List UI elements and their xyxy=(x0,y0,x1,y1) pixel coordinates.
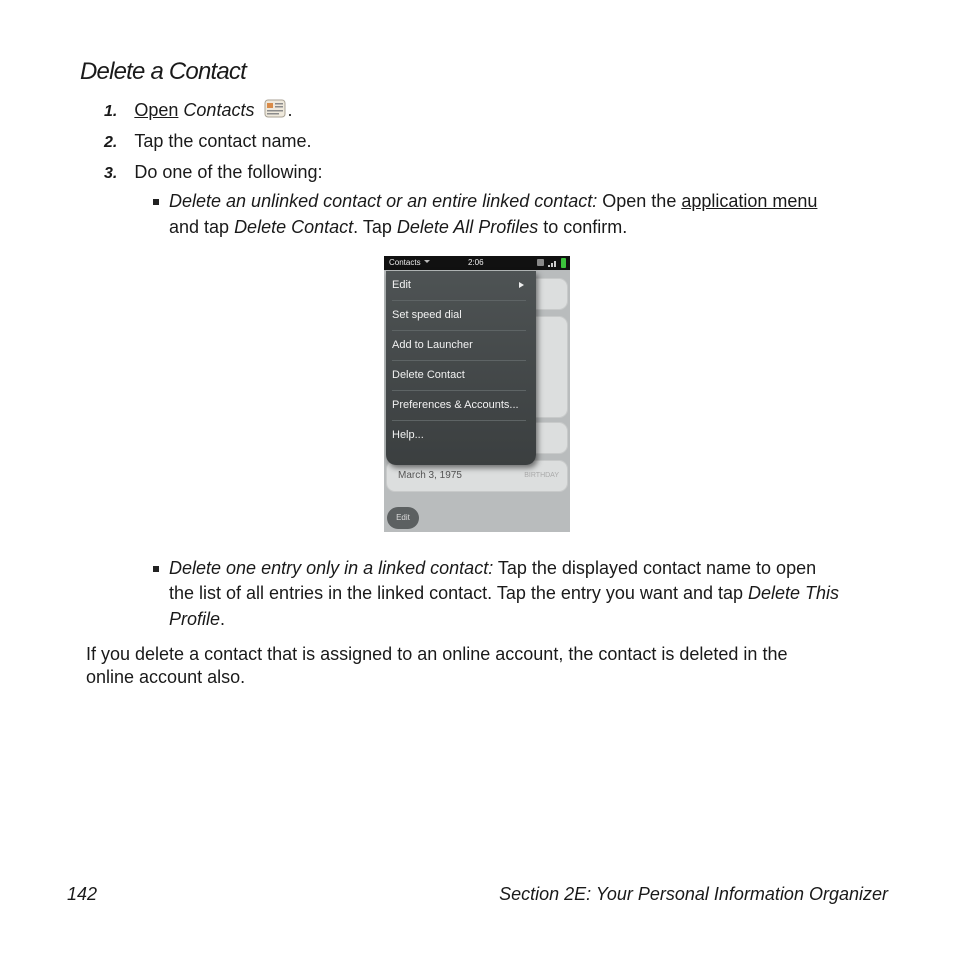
contacts-app-name: Contacts xyxy=(183,100,255,120)
bullet-1-text: . Tap xyxy=(353,217,397,237)
bullet-1-text: to confirm. xyxy=(538,217,628,237)
bullet-2-lead: Delete one entry only in a linked contact: xyxy=(169,558,494,578)
status-app-name: Contacts xyxy=(389,258,421,267)
menu-item-set-speed-dial[interactable] xyxy=(392,301,526,331)
status-time: 2:06 xyxy=(468,258,484,267)
step-1 xyxy=(104,99,293,123)
page-number: 142 xyxy=(67,884,98,904)
birthday-label: BIRTHDAY xyxy=(524,472,559,479)
bullet-1-line-2 xyxy=(169,216,627,238)
step-2 xyxy=(104,130,311,154)
contacts-app-icon xyxy=(263,99,287,119)
delete-all-profiles-command: Delete All Profiles xyxy=(396,217,539,237)
application-menu-link[interactable]: application menu xyxy=(681,191,818,211)
chevron-down-icon xyxy=(424,260,430,263)
note-line-2: online account also. xyxy=(86,667,246,687)
status-bar xyxy=(384,256,570,270)
menu-item-label: Help... xyxy=(392,429,424,441)
section-title: Section 2E: Your Personal Information Organizer xyxy=(499,884,888,904)
step-text: Do one of the following: xyxy=(134,162,323,182)
menu-item-label: Add to Launcher xyxy=(392,339,473,351)
note-line-1: If you delete a contact that is assigned to an online account, the contact is deleted in the xyxy=(86,644,788,664)
menu-item-help[interactable] xyxy=(392,421,526,450)
bullet-2-text: Tap the displayed contact name to open xyxy=(493,558,817,578)
bullet-1-text: and tap xyxy=(169,217,235,237)
step-1-period: . xyxy=(287,100,293,120)
step-number: 1. xyxy=(104,103,118,120)
bullet-2-text: the list of all entries in the linked contact. Tap the entry you want and tap xyxy=(169,583,749,603)
step-number: 3. xyxy=(104,165,118,182)
wifi-icon xyxy=(537,259,544,266)
delete-contact-command: Delete Contact xyxy=(234,217,354,237)
section-heading: Delete a Contact xyxy=(80,58,246,85)
menu-item-label: Set speed dial xyxy=(392,309,462,321)
bullet-2-line-3 xyxy=(169,608,225,630)
phone-screenshot xyxy=(384,256,570,532)
step-number: 2. xyxy=(104,134,118,151)
application-menu xyxy=(386,271,536,465)
bullet-1-text: Open the xyxy=(597,191,682,211)
menu-item-delete-contact[interactable] xyxy=(392,361,526,391)
battery-icon xyxy=(561,258,566,268)
submenu-arrow-icon xyxy=(519,282,524,288)
edit-button[interactable]: Edit xyxy=(387,507,419,529)
bullet-marker xyxy=(153,566,159,572)
menu-item-preferences[interactable] xyxy=(392,391,526,421)
bullet-1-lead: Delete an unlinked contact or an entire linked contact: xyxy=(169,191,598,211)
menu-item-label: Edit xyxy=(392,279,411,291)
delete-this-profile-command: Delete This xyxy=(748,583,840,603)
bullet-marker xyxy=(153,199,159,205)
step-3 xyxy=(104,161,322,185)
open-link[interactable]: Open xyxy=(134,100,179,120)
bullet-1-line-1 xyxy=(169,190,817,212)
menu-item-label: Preferences & Accounts... xyxy=(392,399,519,411)
step-text: Tap the contact name. xyxy=(134,131,312,151)
signal-icon xyxy=(548,259,558,267)
birthday-value: March 3, 1975 xyxy=(398,470,462,481)
bullet-2-line-2 xyxy=(169,582,839,604)
bullet-2-text: . xyxy=(220,609,226,629)
delete-this-profile-command-end: Profile xyxy=(169,609,221,629)
menu-item-label: Delete Contact xyxy=(392,369,465,381)
menu-item-add-to-launcher[interactable] xyxy=(392,331,526,361)
bullet-2-line-1 xyxy=(169,557,816,579)
menu-item-edit[interactable] xyxy=(392,271,526,301)
